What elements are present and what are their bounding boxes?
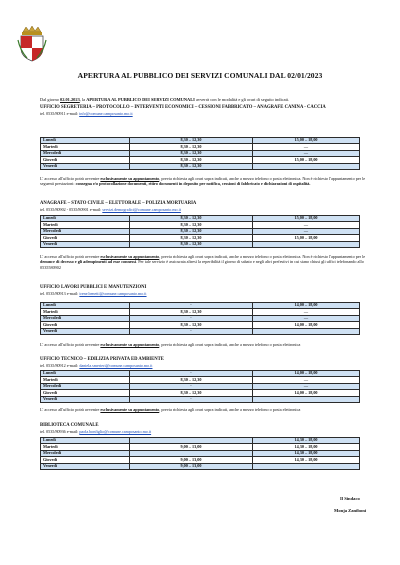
table-row: Lunedì 14,30 – 18,00 (41, 438, 360, 444)
table-row: Venerdì 8,30 – 12,30 (41, 241, 360, 247)
section-title: BIBLIOTECA COMUNALE (40, 423, 99, 428)
table-row: Venerdì - (41, 328, 360, 334)
section-contact: tel. 0535/80936 e-mail: paola.bonfiglio@comune.camposanto.mo.it (40, 428, 152, 434)
table-row: Mercoledì - — (41, 315, 360, 321)
table-row: Martedì 9,00 – 13,00 14,30 – 18,00 (41, 444, 360, 450)
section-heading (40, 105, 380, 116)
schedule-table (40, 370, 360, 403)
email-link[interactable]: paola.bonfiglio@comune.camposanto.mo.it (79, 428, 152, 434)
table-row: Lunedì 8,30 – 12,30 15,00 – 18,00 (41, 216, 360, 222)
section-contact: tel. 0535/80912 e-mail: daniela.smerieri@comune.camposanto.mo.it (40, 362, 153, 368)
table-row: Venerdì 9,00 – 13,00 (41, 463, 360, 469)
table-row: Lunedì - 14,00 – 18,00 (41, 371, 360, 377)
table-row: Lunedì 8,30 – 12,30 15,00 – 18,00 (41, 138, 360, 144)
table-row: Martedì 8,30 – 12,30 — (41, 309, 360, 315)
table-row: Giovedì 8,30 – 12,30 14,00 – 18,00 (41, 390, 360, 396)
schedule-table (40, 215, 360, 248)
section-heading (40, 285, 380, 296)
section-heading (40, 201, 380, 212)
section-note: L' accesso all'ufficio potrà avvenire esclusivamente su appuntamento, previa richiesta agli orari sopra indicati, anche a mezzo telefono o posta elettronica (40, 407, 301, 412)
section-heading (40, 357, 380, 368)
schedule-table (40, 302, 360, 335)
signature-role: Il Sindaco (340, 496, 360, 501)
intro-paragraph: Dal giorno 02.01.2023, la APERTURA AL PUBBLICO DEI SERVIZI COMUNALI avverrà con le modalità e gli orari di seguito indicati. (40, 97, 290, 102)
section-note: L' accesso all'ufficio potrà avvenire esclusivamente su appuntamento, previa richiesta agli orari sopra indicati, anche a mezzo telefono o posta elettronica. Non è richiesto l'appuntamento per le seguenti prestazioni: consegna e/o protocollazione documenti, ritiro documenti in deposito per notifica, cessioni di fabbricato e dichiarazioni di ospitalità. (40, 176, 366, 187)
email-link[interactable]: servizi.demografici@comune.camposanto.mo.it (102, 206, 181, 212)
table-row: Mercoledì 14,30 – 18,00 (41, 450, 360, 456)
table-row: Martedì 8,30 – 12,30 — (41, 222, 360, 228)
email-link[interactable]: daniela.smerieri@comune.camposanto.mo.it (79, 362, 153, 368)
schedule-table (40, 137, 360, 170)
section-note: L' accesso all'ufficio potrà avvenire esclusivamente su appuntamento, previa richiesta agli orari sopra indicati, anche a mezzo telefono o posta elettronica (40, 342, 301, 347)
table-row: Giovedì 8,30 – 12,30 15,00 – 18,00 (41, 235, 360, 241)
table-row: Venerdì 8,30 – 12,30 (41, 163, 360, 169)
table-row: Mercoledì 8,30 – 12,30 — (41, 228, 360, 234)
table-row: Giovedì 9,00 – 13,00 14,30 – 18,00 (41, 457, 360, 463)
email-link[interactable]: info@comune.camposanto.mo.it (79, 110, 133, 116)
table-row: Mercoledì - — (41, 383, 360, 389)
section-contact: tel. 0535/80913 e-mail: irene.benetti@comune.camposanto.mo.it (40, 290, 147, 296)
table-row: Giovedì 8,30 – 12,30 14,00 – 18,00 (41, 322, 360, 328)
section-title: UFFICIO TECNICO – EDILIZIA PRIVATA ED AMBIENTE (40, 357, 164, 362)
table-row: Martedì 8,30 – 12,30 — (41, 144, 360, 150)
municipal-crest-icon (17, 26, 47, 62)
table-row: Mercoledì 8,30 – 12,30 — (41, 150, 360, 156)
email-link[interactable]: irene.benetti@comune.camposanto.mo.it (79, 290, 147, 296)
table-row: Venerdì - (41, 396, 360, 402)
section-title: ANAGRAFE – STATO CIVILE – ELETTORALE – POLIZIA MORTUARIA (40, 201, 197, 206)
section-contact: tel. 0535/80911 e-mail: info@comune.camposanto.mo.it (40, 110, 133, 116)
table-row: Martedì 8,30 – 12,30 — (41, 377, 360, 383)
table-row: Lunedì - 14,00 – 18,00 (41, 303, 360, 309)
section-contact: tel. 0535/80902 - 0535/80901 e-mail: servizi.demografici@comune.camposanto.mo.it (40, 206, 181, 212)
table-row: Giovedì 8,30 – 12,30 15,00 – 18,00 (41, 157, 360, 163)
section-heading (40, 423, 380, 434)
signature-name: Monja Zaniboni (334, 508, 367, 513)
section-title: UFFICIO LAVORI PUBBLICI E MANUTENZIONI (40, 285, 147, 290)
section-title: UFFICIO SEGRETERIA – PROTOCOLLO – INTERVENTI ECONOMICI – CESSIONI FABBRICATO – ANAGRAFE CANINA - CACCIA (40, 105, 326, 110)
page-title: APERTURA AL PUBBLICO DEI SERVIZI COMUNALI DAL 02/01/2023 (77, 71, 323, 80)
schedule-table (40, 437, 360, 470)
section-note: L' accesso all'ufficio potrà avvenire esclusivamente su appuntamento, previa richiesta agli orari sopra indicati, anche a mezzo telefono o posta elettronica. Non è richiesto l'appuntamento per le denunce di decesso e gli adempimenti ad esse connessi. Per tale servizio è assicurata altresì la reperibilità il giorno di sabato e negli altri prefestivi in cui siano chiusi gli uffici telefonando allo 0535580902 (40, 254, 366, 270)
